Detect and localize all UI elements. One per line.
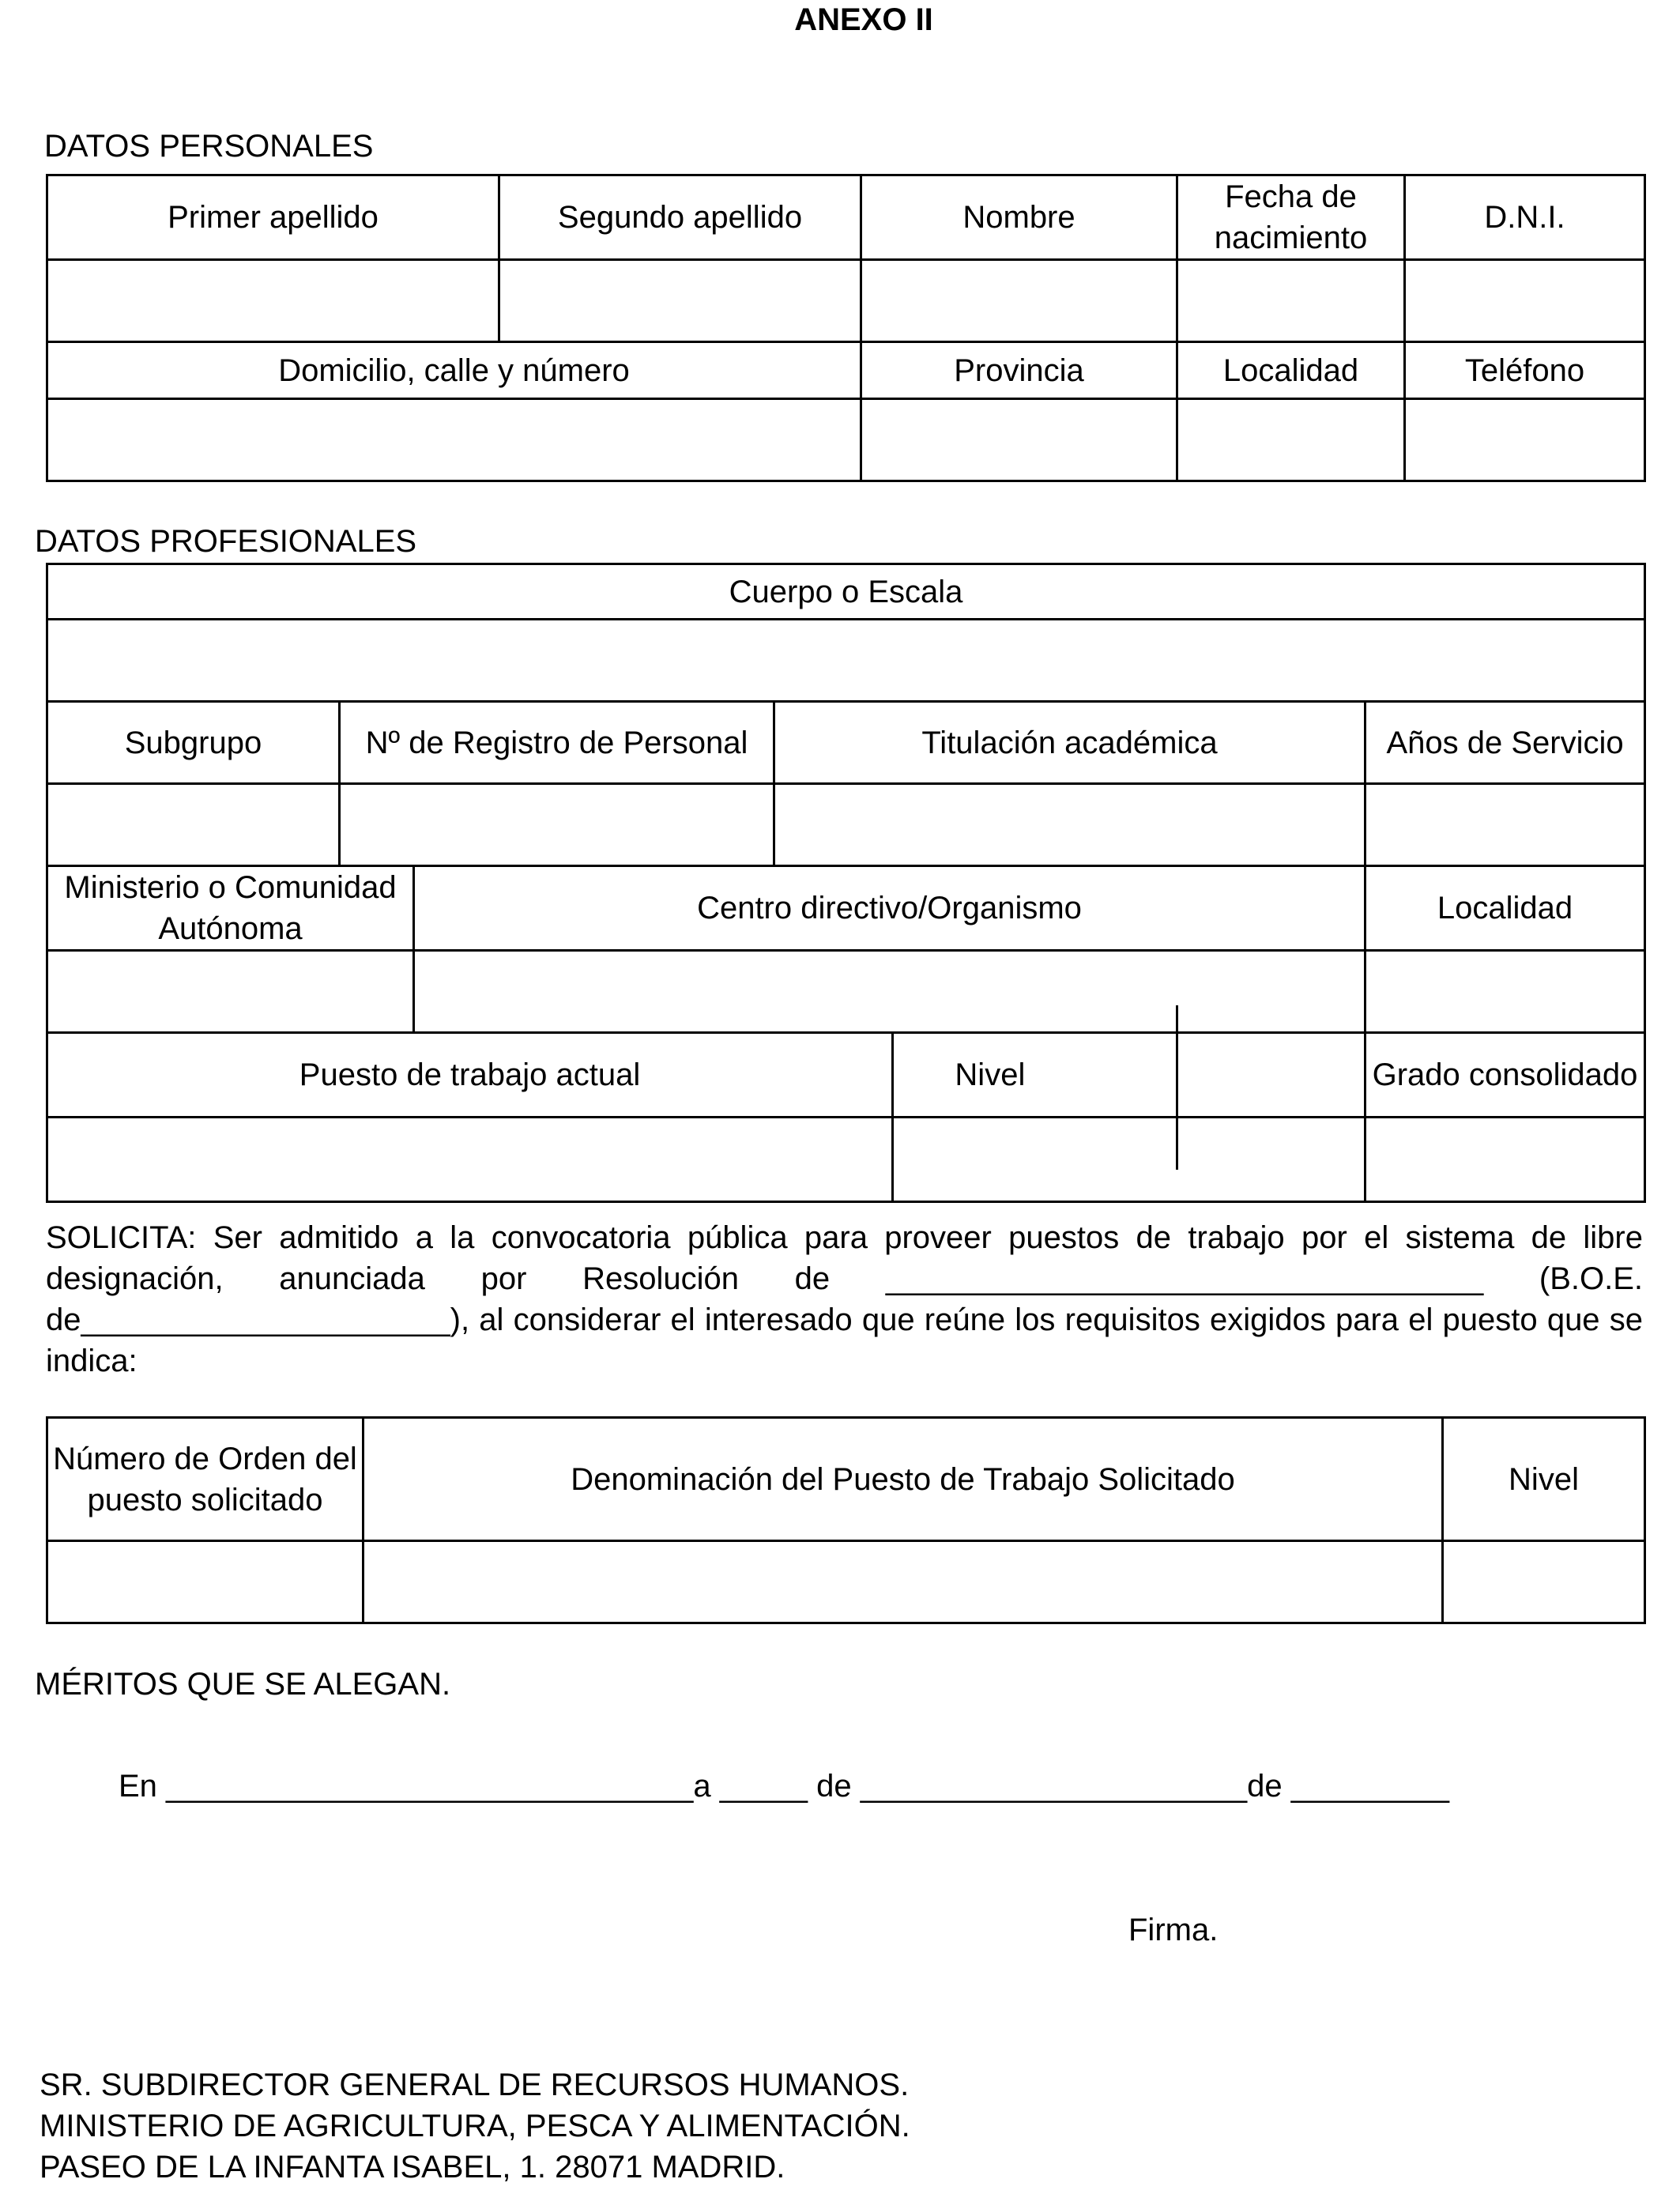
header-nivel-solicitado: Nivel [1443,1418,1645,1541]
field-dni[interactable] [1405,260,1645,342]
header-registro-personal: Nº de Registro de Personal [340,702,774,784]
section-personal-heading: DATOS PERSONALES [44,129,374,164]
field-fecha-nacimiento[interactable] [1177,260,1405,342]
header-centro-directivo: Centro directivo/Organismo [414,866,1365,951]
header-telefono: Teléfono [1405,342,1645,399]
field-segundo-apellido[interactable] [499,260,861,342]
field-localidad[interactable] [1177,399,1405,481]
requested-position-table [46,1416,1646,1624]
header-nivel: Nivel [955,1057,1026,1092]
header-fecha-nacimiento: Fecha de nacimiento [1177,175,1405,260]
field-ministerio[interactable] [47,951,414,1033]
header-primer-apellido: Primer apellido [47,175,499,260]
spacer [1087,1034,1364,1116]
footer-line-3: PASEO DE LA INFANTA ISABEL, 1. 28071 MADRID. [40,2150,785,2185]
date-place-line[interactable]: En ______________________________a _____ de ______________________de _________ [119,1769,1449,1804]
nivel-grado-header-cell [893,1033,1365,1118]
professional-data-table [46,563,1646,1203]
header-grado-consolidado: Grado consolidado [1365,1033,1645,1118]
header-anos-servicio: Años de Servicio [1365,702,1645,784]
solicita-paragraph: SOLICITA: Ser admitido a la convocatoria pública para proveer puestos de trabajo por el sistema de libre designación, anunciada por Resolución de __________________________________ (B.O.E. de_____________________), al considerar el interesado que reúne los requisitos exigidos para el puesto que se indica: [46,1220,1643,1378]
header-provincia: Provincia [861,342,1177,399]
header-dni: D.N.I. [1405,175,1645,260]
field-nivel[interactable] [894,1118,1087,1201]
field-localidad-profesional[interactable] [1365,951,1645,1033]
footer-line-1: SR. SUBDIRECTOR GENERAL DE RECURSOS HUMANOS. [40,2068,910,2102]
header-numero-orden: Número de Orden del puesto solicitado [47,1418,363,1541]
header-segundo-apellido: Segundo apellido [499,175,861,260]
personal-data-table [46,174,1646,482]
field-nivel-solicitado[interactable] [1443,1541,1645,1623]
field-numero-orden[interactable] [47,1541,363,1623]
field-cuerpo-escala[interactable] [47,620,1645,702]
meritos-heading: MÉRITOS QUE SE ALEGAN. [35,1667,451,1702]
header-puesto-actual: Puesto de trabajo actual [47,1033,893,1118]
field-provincia[interactable] [861,399,1177,481]
field-registro-personal[interactable] [340,784,774,866]
header-ministerio: Ministerio o Comunidad Autónoma [47,866,414,951]
nivel-column-divider [1176,1005,1178,1170]
field-denominacion[interactable] [363,1541,1443,1623]
field-titulacion[interactable] [774,784,1365,866]
header-titulacion: Titulación académica [774,702,1365,784]
section-professional-heading: DATOS PROFESIONALES [35,524,417,559]
field-telefono[interactable] [1405,399,1645,481]
header-subgrupo: Subgrupo [47,702,340,784]
field-puesto-actual[interactable] [47,1118,893,1202]
field-anos-servicio[interactable] [1365,784,1645,866]
header-denominacion: Denominación del Puesto de Trabajo Solicitado [363,1418,1443,1541]
field-subgrupo[interactable] [47,784,340,866]
header-localidad: Localidad [1177,342,1405,399]
footer-line-2: MINISTERIO DE AGRICULTURA, PESCA Y ALIMENTACIÓN. [40,2109,910,2143]
page-title: ANEXO II [794,2,933,37]
spacer [1087,1118,1364,1201]
field-primer-apellido[interactable] [47,260,499,342]
header-domicilio: Domicilio, calle y número [47,342,861,399]
field-centro-directivo[interactable] [414,951,1365,1033]
field-nombre[interactable] [861,260,1177,342]
header-cuerpo-escala: Cuerpo o Escala [47,564,1645,620]
field-domicilio[interactable] [47,399,861,481]
signature-label: Firma. [1128,1913,1219,1947]
header-nombre: Nombre [861,175,1177,260]
header-localidad-profesional: Localidad [1365,866,1645,951]
nivel-field-cell [893,1118,1365,1202]
field-grado-consolidado[interactable] [1365,1118,1645,1202]
